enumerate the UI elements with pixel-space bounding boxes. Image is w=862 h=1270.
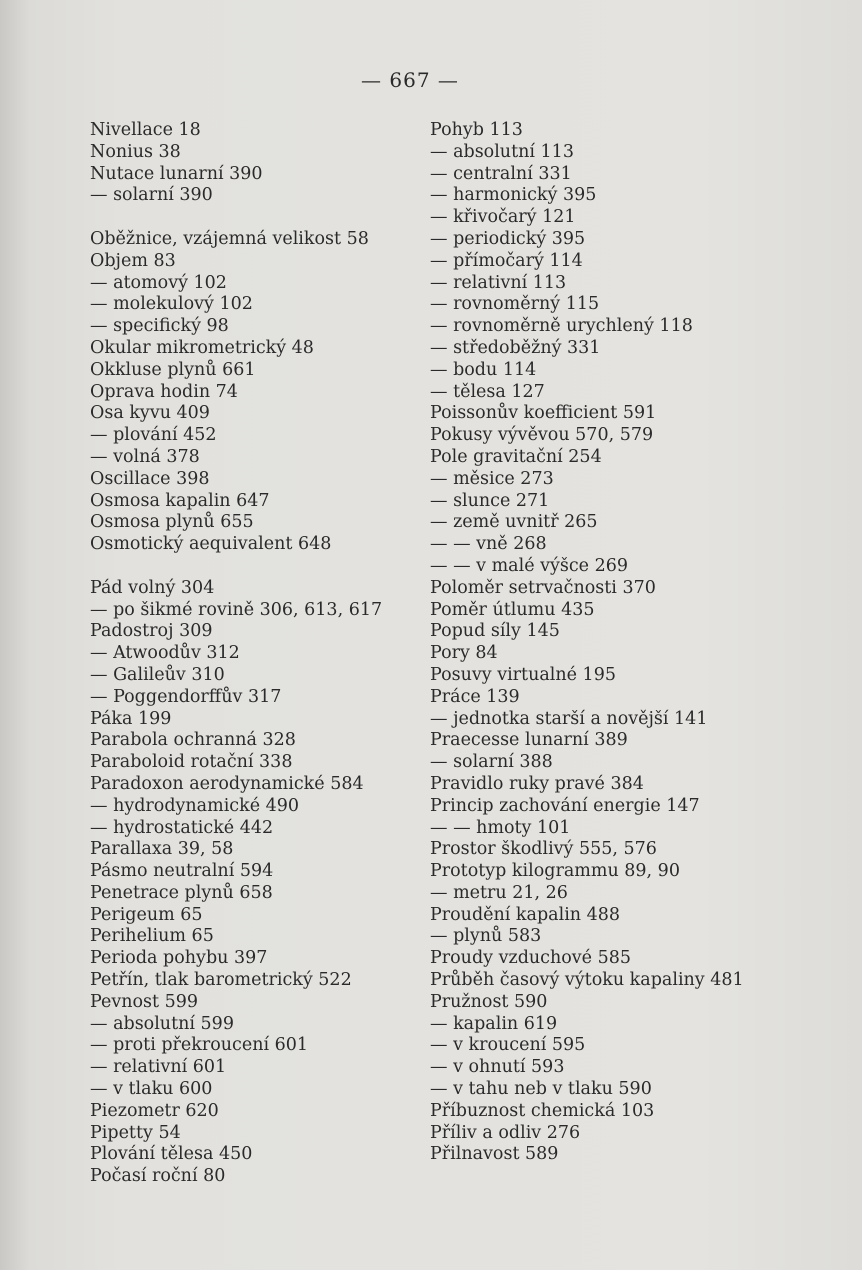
index-entry: — bodu 114 [430, 359, 537, 380]
index-entry: Petřín, tlak barometrický 522 [90, 970, 352, 991]
index-entry: Osmotický aequivalent 648 [90, 534, 332, 555]
index-entry: Paradoxon aerodynamické 584 [90, 773, 364, 794]
index-entry: — volná 378 [90, 446, 200, 467]
index-entry: — rovnoměrně urychlený 118 [430, 316, 693, 337]
index-entry: — periodický 395 [430, 228, 586, 249]
index-column-right [430, 120, 790, 1166]
index-entry: Poissonův koefficient 591 [430, 403, 657, 424]
index-entry: — rovnoměrný 115 [430, 294, 600, 315]
index-entry: Popud síly 145 [430, 621, 560, 642]
index-entry: Proudění kapalin 488 [430, 904, 621, 925]
index-entry: Osmosa kapalin 647 [90, 490, 270, 511]
index-entry: — v tlaku 600 [90, 1079, 213, 1100]
index-entry: Princip zachování energie 147 [430, 795, 700, 816]
index-entry: Posuvy virtualné 195 [430, 664, 616, 685]
index-entry: — absolutní 113 [430, 141, 574, 162]
index-entry: — relativní 113 [430, 272, 567, 293]
section-gap [90, 207, 420, 229]
index-entry: — tělesa 127 [430, 381, 545, 402]
index-entry: Perihelium 65 [90, 926, 214, 947]
index-entry: — středoběžný 331 [430, 337, 601, 358]
index-entry: Oběžnice, vzájemná velikost 58 [90, 228, 369, 249]
index-entry: Plování tělesa 450 [90, 1144, 253, 1165]
index-entry: Průběh časový výtoku kapaliny 481 [430, 970, 744, 991]
index-entry: — Poggendorffův 317 [90, 686, 282, 707]
index-entry: Oprava hodin 74 [90, 381, 238, 402]
index-entry: — specifický 98 [90, 316, 229, 337]
index-entry: Pipetty 54 [90, 1122, 181, 1143]
index-entry: Pole gravitační 254 [430, 446, 602, 467]
index-entry: Okular mikrometrický 48 [90, 337, 314, 358]
index-entry: Praecesse lunarní 389 [430, 730, 628, 751]
index-entry: Pohyb 113 [430, 120, 523, 140]
index-entry: — centralní 331 [430, 163, 572, 184]
index-entry: Pásmo neutralní 594 [90, 861, 274, 882]
page-number: — 667 — [361, 68, 459, 92]
index-entry: — Galileův 310 [90, 664, 225, 685]
index-entry: — slunce 271 [430, 490, 550, 511]
index-entry: Pravidlo ruky pravé 384 [430, 773, 644, 794]
index-entry: Pory 84 [430, 643, 498, 664]
index-entry: Osmosa plynů 655 [90, 512, 254, 533]
index-entry: — molekulový 102 [90, 294, 253, 315]
index-entry: — atomový 102 [90, 272, 227, 293]
index-entry: — měsice 273 [430, 468, 554, 489]
index-entry: — absolutní 599 [90, 1013, 234, 1034]
index-entry: Proudy vzduchové 585 [430, 948, 631, 969]
index-entry: — — hmoty 101 [430, 817, 571, 838]
index-entry: Perioda pohybu 397 [90, 948, 268, 969]
index-entry: — jednotka starší a novější 141 [430, 708, 708, 729]
index-entry: — — v malé výšce 269 [430, 555, 628, 576]
index-entry: Oscillace 398 [90, 468, 210, 489]
index-entry: Počasí roční 80 [90, 1166, 226, 1187]
index-entry: Nivellace 18 [90, 120, 201, 140]
index-entry: — relativní 601 [90, 1057, 227, 1078]
index-entry: — harmonický 395 [430, 185, 597, 206]
index-entry: — země uvnitř 265 [430, 512, 598, 533]
index-entry: Prostor škodlivý 555, 576 [430, 839, 657, 860]
index-entry: — po šikmé rovině 306, 613, 617 [90, 599, 383, 620]
index-entry: Prototyp kilogrammu 89, 90 [430, 861, 680, 882]
index-entry: Pád volný 304 [90, 577, 215, 598]
index-entry: — plování 452 [90, 425, 217, 446]
index-entry: Padostroj 309 [90, 621, 213, 642]
index-entry: — kapalin 619 [430, 1013, 558, 1034]
index-entry: Parabola ochranná 328 [90, 730, 296, 751]
index-entry: Přilnavost 589 [430, 1144, 559, 1165]
index-entry: — solarní 388 [430, 752, 553, 773]
index-entry: Perigeum 65 [90, 904, 203, 925]
index-entry: Okkluse plynů 661 [90, 359, 256, 380]
index-entry: Penetrace plynů 658 [90, 882, 273, 903]
index-entry: — proti překroucení 601 [90, 1035, 309, 1056]
index-entry: — plynů 583 [430, 926, 542, 947]
index-entry: Nutace lunarní 390 [90, 163, 263, 184]
index-entry: — metru 21, 26 [430, 882, 568, 903]
index-entry: — hydrodynamické 490 [90, 795, 300, 816]
index-entry: — Atwoodův 312 [90, 643, 240, 664]
index-entry: Paraboloid rotační 338 [90, 752, 293, 773]
index-entry: Příliv a odliv 276 [430, 1122, 581, 1143]
index-entry: Příbuznost chemická 103 [430, 1100, 655, 1121]
index-entry: Pevnost 599 [90, 991, 199, 1012]
index-entry: Piezometr 620 [90, 1100, 219, 1121]
index-entry: Pružnost 590 [430, 991, 548, 1012]
index-entry: Poměr útlumu 435 [430, 599, 595, 620]
index-entry: — — vně 268 [430, 534, 547, 555]
index-entry: — křivočarý 121 [430, 207, 576, 228]
index-entry: — solarní 390 [90, 185, 213, 206]
index-entry: Osa kyvu 409 [90, 403, 210, 424]
index-entry: Poloměr setrvačnosti 370 [430, 577, 656, 598]
index-entry: Parallaxa 39, 58 [90, 839, 234, 860]
index-entry: — v tahu neb v tlaku 590 [430, 1079, 652, 1100]
index-entry: Pokusy vývěvou 570, 579 [430, 425, 654, 446]
index-column-left [90, 120, 420, 1188]
index-entry: — přímočarý 114 [430, 250, 583, 271]
index-entry: — v ohnutí 593 [430, 1057, 565, 1078]
index-entry: — v kroucení 595 [430, 1035, 586, 1056]
index-entry: — hydrostatické 442 [90, 817, 274, 838]
index-entry: Objem 83 [90, 250, 176, 271]
index-entry: Práce 139 [430, 686, 520, 707]
section-gap [90, 556, 420, 578]
index-entry: Páka 199 [90, 708, 172, 729]
index-entry: Nonius 38 [90, 141, 181, 162]
